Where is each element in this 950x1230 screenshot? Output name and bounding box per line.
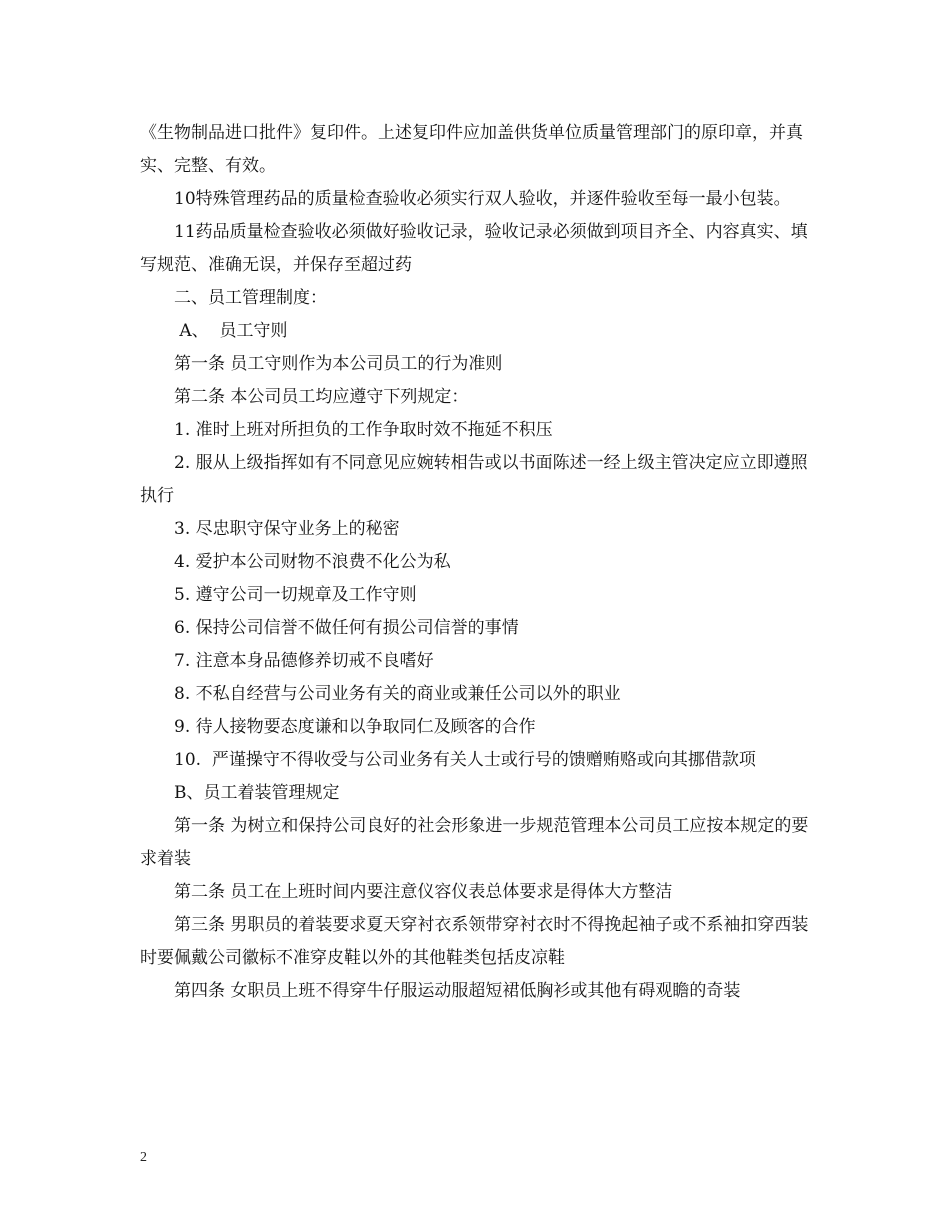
dress-article-1: 第一条 为树立和保持公司良好的社会形象进一步规范管理本公司员工应按本规定的要求着装 [140, 816, 809, 869]
dress-article-2: 第二条 员工在上班时间内要注意仪容仪表总体要求是得体大方整洁 [174, 882, 673, 902]
dress-article-3: 第三条 男职员的着装要求夏天穿衬衣系领带穿衬衣时不得挽起袖子或不系袖扣穿西装时要佩戴公司徽标不准穿皮鞋以外的其他鞋类包括皮凉鞋 [140, 915, 809, 968]
dress-article-4: 第四条 女职员上班不得穿牛仔服运动服超短裙低胸衫或其他有碍观瞻的奇装 [174, 981, 741, 1001]
list-item-9: 9. 待人接物要态度谦和以争取同仁及顾客的合作 [174, 717, 536, 737]
list-item-3: 3. 尽忠职守保守业务上的秘密 [174, 519, 400, 539]
section-heading-staff-management: 二、员工管理制度： [174, 288, 327, 308]
paragraph-1: 《生物制品进口批件》复印件。上述复印件应加盖供货单位质量管理部门的原印章，并真实、完整、有效。 [140, 123, 803, 176]
list-item-6: 6. 保持公司信誉不做任何有损公司信誉的事情 [174, 618, 519, 638]
list-item-4: 4. 爱护本公司财物不浪费不化公为私 [174, 552, 451, 572]
list-item-1: 1. 准时上班对所担负的工作争取时效不拖延不积压 [174, 420, 553, 440]
paragraph-2: 10特殊管理药品的质量检查验收必须实行双人验收，并逐件验收至每一最小包装。 [174, 189, 791, 209]
subsection-heading-b: B、员工着装管理规定 [174, 783, 340, 803]
paragraph-3: 11药品质量检查验收必须做好验收记录，验收记录必须做到项目齐全、内容真实、填写规范、准确无误，并保存至超过药 [140, 222, 808, 275]
list-item-7: 7. 注意本身品德修养切戒不良嗜好 [174, 651, 434, 671]
article-1: 第一条 员工守则作为本公司员工的行为准则 [174, 354, 503, 374]
list-item-8: 8. 不私自经营与公司业务有关的商业或兼任公司以外的职业 [174, 684, 621, 704]
list-item-10: 10. 严谨操守不得收受与公司业务有关人士或行号的馈赠贿赂或向其挪借款项 [174, 750, 756, 770]
list-item-5: 5. 遵守公司一切规章及工作守则 [174, 585, 417, 605]
document-body [140, 117, 822, 1008]
subsection-heading-a: A、 员工守则 [174, 321, 288, 341]
list-item-2: 2. 服从上级指挥如有不同意见应婉转相告或以书面陈述一经上级主管决定应立即遵照执行 [140, 453, 808, 506]
article-2: 第二条 本公司员工均应遵守下列规定： [174, 387, 469, 407]
page-number: 2 [140, 1150, 147, 1165]
